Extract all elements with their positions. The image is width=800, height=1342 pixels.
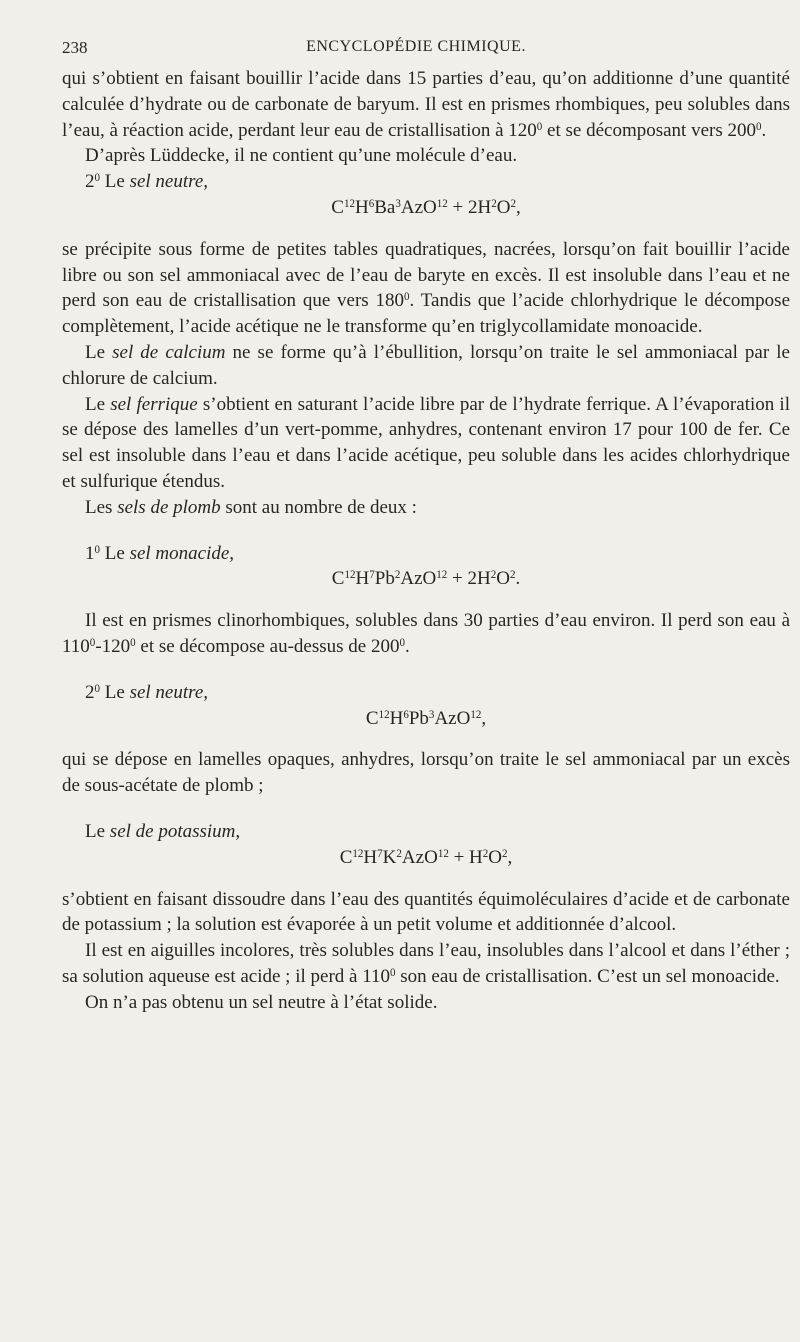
chemical-formula bbox=[62, 195, 790, 221]
chemical-formula bbox=[62, 706, 790, 732]
text-run: O bbox=[488, 846, 503, 868]
text-run: Le bbox=[100, 681, 130, 703]
page-number: 238 bbox=[62, 38, 88, 57]
text-run: AzO bbox=[434, 707, 471, 729]
chemical-formula bbox=[62, 845, 790, 871]
superscript: 12 bbox=[437, 847, 449, 860]
text-run: H bbox=[363, 846, 378, 868]
text-paragraph bbox=[62, 747, 790, 799]
text-paragraph bbox=[62, 66, 790, 143]
text-run: s’obtient en saturant l’acide libre par de l’hydrate ferrique. A l’évaporation il se dépose des lamelles d’un vert-pomme, anhydres, contenant environ 17 pour 100 de fer. Ce sel est insoluble dans l’eau et dans l’acide acétique, peu soluble dans les acides chlorhydrique et sulfurique étendus. bbox=[62, 393, 790, 492]
text-paragraph bbox=[62, 680, 790, 706]
italic-text: sel ferrique bbox=[110, 393, 198, 415]
italic-text: sels de plomb bbox=[117, 496, 221, 518]
superscript: 2 bbox=[491, 197, 497, 210]
text-run: K bbox=[382, 846, 397, 868]
text-run: Pb bbox=[408, 707, 429, 729]
text-run: Il est en aiguilles incolores, très solubles dans l’eau, insolubles dans l’alcool et dans l’éther ; sa solution aqueuse est acide ; il perd à 110 bbox=[62, 940, 790, 987]
text-run: sont au nombre de deux : bbox=[220, 496, 417, 518]
superscript: 0 bbox=[94, 172, 101, 185]
superscript: 12 bbox=[378, 708, 390, 721]
text-run: . bbox=[405, 635, 410, 657]
superscript: 0 bbox=[89, 636, 96, 649]
text-paragraph bbox=[62, 608, 790, 660]
text-run: . bbox=[761, 119, 767, 141]
superscript: 0 bbox=[390, 966, 396, 979]
italic-text: sel de calcium bbox=[112, 341, 226, 363]
running-title: ENCYCLOPÉDIE CHIMIQUE. bbox=[306, 38, 526, 55]
text-paragraph bbox=[62, 495, 790, 521]
text-run: . bbox=[515, 568, 521, 590]
paragraph-spacer bbox=[62, 221, 790, 237]
superscript: 12 bbox=[436, 197, 448, 210]
text-run: AzO bbox=[401, 846, 438, 868]
text-paragraph bbox=[62, 887, 790, 939]
text-run: + 2H bbox=[447, 568, 491, 590]
superscript: 0 bbox=[94, 682, 101, 695]
text-paragraph bbox=[62, 340, 790, 392]
paragraph-spacer bbox=[62, 521, 790, 541]
text-run: , bbox=[481, 707, 487, 729]
italic-text: sel neutre, bbox=[129, 681, 209, 703]
text-paragraph bbox=[62, 392, 790, 495]
text-run: O bbox=[496, 196, 511, 218]
text-run: s’obtient en faisant dissoudre dans l’eau des quantités équimoléculaires d’acide et de carbonate de potassium ; la solution est évaporée à un petit volume et additionnée d’alcool. bbox=[62, 888, 790, 936]
text-paragraph bbox=[62, 143, 790, 169]
text-run: 2 bbox=[85, 681, 95, 703]
body-text bbox=[62, 66, 790, 1016]
paragraph-spacer bbox=[62, 660, 790, 680]
text-run: et se décomposant vers 200 bbox=[542, 119, 756, 141]
text-run: C bbox=[339, 846, 353, 868]
superscript: 0 bbox=[94, 543, 101, 556]
paragraph-spacer bbox=[62, 799, 790, 819]
superscript: 7 bbox=[369, 569, 375, 582]
text-run: 1 bbox=[85, 542, 95, 564]
superscript: 6 bbox=[368, 197, 375, 210]
superscript: 12 bbox=[470, 708, 482, 721]
superscript: 2 bbox=[396, 847, 402, 860]
text-paragraph bbox=[62, 237, 790, 340]
text-run: . Tandis que l’acide chlorhydrique le décompose complètement, l’acide acétique ne le transforme qu’en triglycollamidate monoacide. bbox=[62, 290, 790, 338]
text-run: Le bbox=[85, 341, 113, 363]
text-run: , bbox=[515, 196, 521, 218]
superscript: 0 bbox=[399, 636, 405, 649]
chemical-formula bbox=[62, 566, 790, 592]
italic-text: sel de potassium, bbox=[109, 820, 241, 842]
superscript: 0 bbox=[756, 120, 762, 133]
text-run: C bbox=[331, 196, 344, 218]
superscript: 6 bbox=[403, 708, 409, 721]
italic-text: sel monacide, bbox=[129, 542, 235, 564]
superscript: 2 bbox=[509, 569, 516, 582]
text-run: AzO bbox=[400, 568, 437, 590]
text-run: qui se dépose en lamelles opaques, anhydres, lorsqu’on traite le sel ammoniacal par un excès de sous-acétate de plomb ; bbox=[62, 749, 790, 797]
text-run: H bbox=[355, 568, 370, 590]
text-paragraph bbox=[62, 541, 790, 567]
superscript: 7 bbox=[377, 847, 383, 860]
paragraph-spacer bbox=[62, 592, 790, 608]
superscript: 3 bbox=[428, 708, 435, 721]
text-run: + H bbox=[448, 846, 483, 868]
superscript: 12 bbox=[352, 847, 364, 860]
paragraph-spacer bbox=[62, 731, 790, 747]
text-run: -120 bbox=[95, 635, 131, 657]
text-run: H bbox=[354, 196, 369, 218]
superscript: 12 bbox=[343, 197, 355, 210]
text-run: AzO bbox=[400, 196, 437, 218]
superscript: 2 bbox=[482, 847, 489, 860]
text-run: , bbox=[507, 846, 513, 868]
superscript: 0 bbox=[404, 291, 410, 304]
text-paragraph bbox=[62, 938, 790, 990]
text-run: son eau de cristallisation. C’est un sel monoacide. bbox=[395, 965, 780, 987]
superscript: 0 bbox=[130, 636, 136, 649]
text-run: se précipite sous forme de petites tables quadratiques, nacrées, lorsqu’on fait bouillir l’acide libre ou son sel ammoniacal avec de l’eau de baryte en excès. Il est insoluble dans l’eau et ne perd son eau de cristallisation que vers 180 bbox=[62, 238, 790, 312]
superscript: 0 bbox=[536, 120, 543, 133]
text-paragraph bbox=[62, 990, 790, 1016]
superscript: 12 bbox=[344, 569, 356, 582]
text-run: Le bbox=[85, 820, 110, 842]
text-run: H bbox=[389, 707, 404, 729]
superscript: 2 bbox=[502, 847, 508, 860]
paragraph-spacer bbox=[62, 871, 790, 887]
superscript: 12 bbox=[436, 569, 448, 582]
page-header bbox=[62, 38, 770, 62]
superscript: 2 bbox=[510, 197, 516, 210]
text-run: C bbox=[331, 568, 345, 590]
text-run: Pb bbox=[374, 568, 395, 590]
superscript: 2 bbox=[490, 569, 497, 582]
text-run: D’après Lüddecke, il ne contient qu’une molécule d’eau. bbox=[85, 145, 518, 167]
text-run: Le bbox=[100, 171, 130, 193]
text-run: Il est en prismes clinorhombiques, solubles dans 30 parties d’eau environ. Il perd son eau à 110 bbox=[62, 610, 790, 657]
italic-text: sel neutre, bbox=[129, 171, 209, 193]
text-paragraph bbox=[62, 169, 790, 195]
superscript: 3 bbox=[395, 197, 401, 210]
text-run: ne se forme qu’à l’ébullition, lorsqu’on traite le sel ammoniacal par le chlorure de calcium. bbox=[62, 341, 790, 389]
text-run: + 2H bbox=[447, 196, 492, 218]
text-run: On n’a pas obtenu un sel neutre à l’état solide. bbox=[85, 991, 438, 1013]
superscript: 2 bbox=[394, 569, 401, 582]
text-run: Les bbox=[85, 496, 118, 518]
text-run: O bbox=[496, 568, 510, 590]
text-run: et se décompose au-dessus de 200 bbox=[135, 635, 400, 657]
text-run: C bbox=[365, 707, 379, 729]
text-run: Le bbox=[100, 542, 130, 564]
text-run: qui s’obtient en faisant bouillir l’acide dans 15 parties d’eau, qu’on additionne d’une quantité calculée d’hydrate ou de carbonate de baryum. Il est en prismes rhombiques, peu solubles dans l’eau, à réaction acide, perdant leur eau de cristallisation à 120 bbox=[62, 68, 790, 141]
text-run: Le bbox=[85, 393, 111, 415]
text-run: 2 bbox=[85, 171, 95, 193]
text-run: Ba bbox=[374, 196, 396, 218]
text-paragraph bbox=[62, 819, 790, 845]
